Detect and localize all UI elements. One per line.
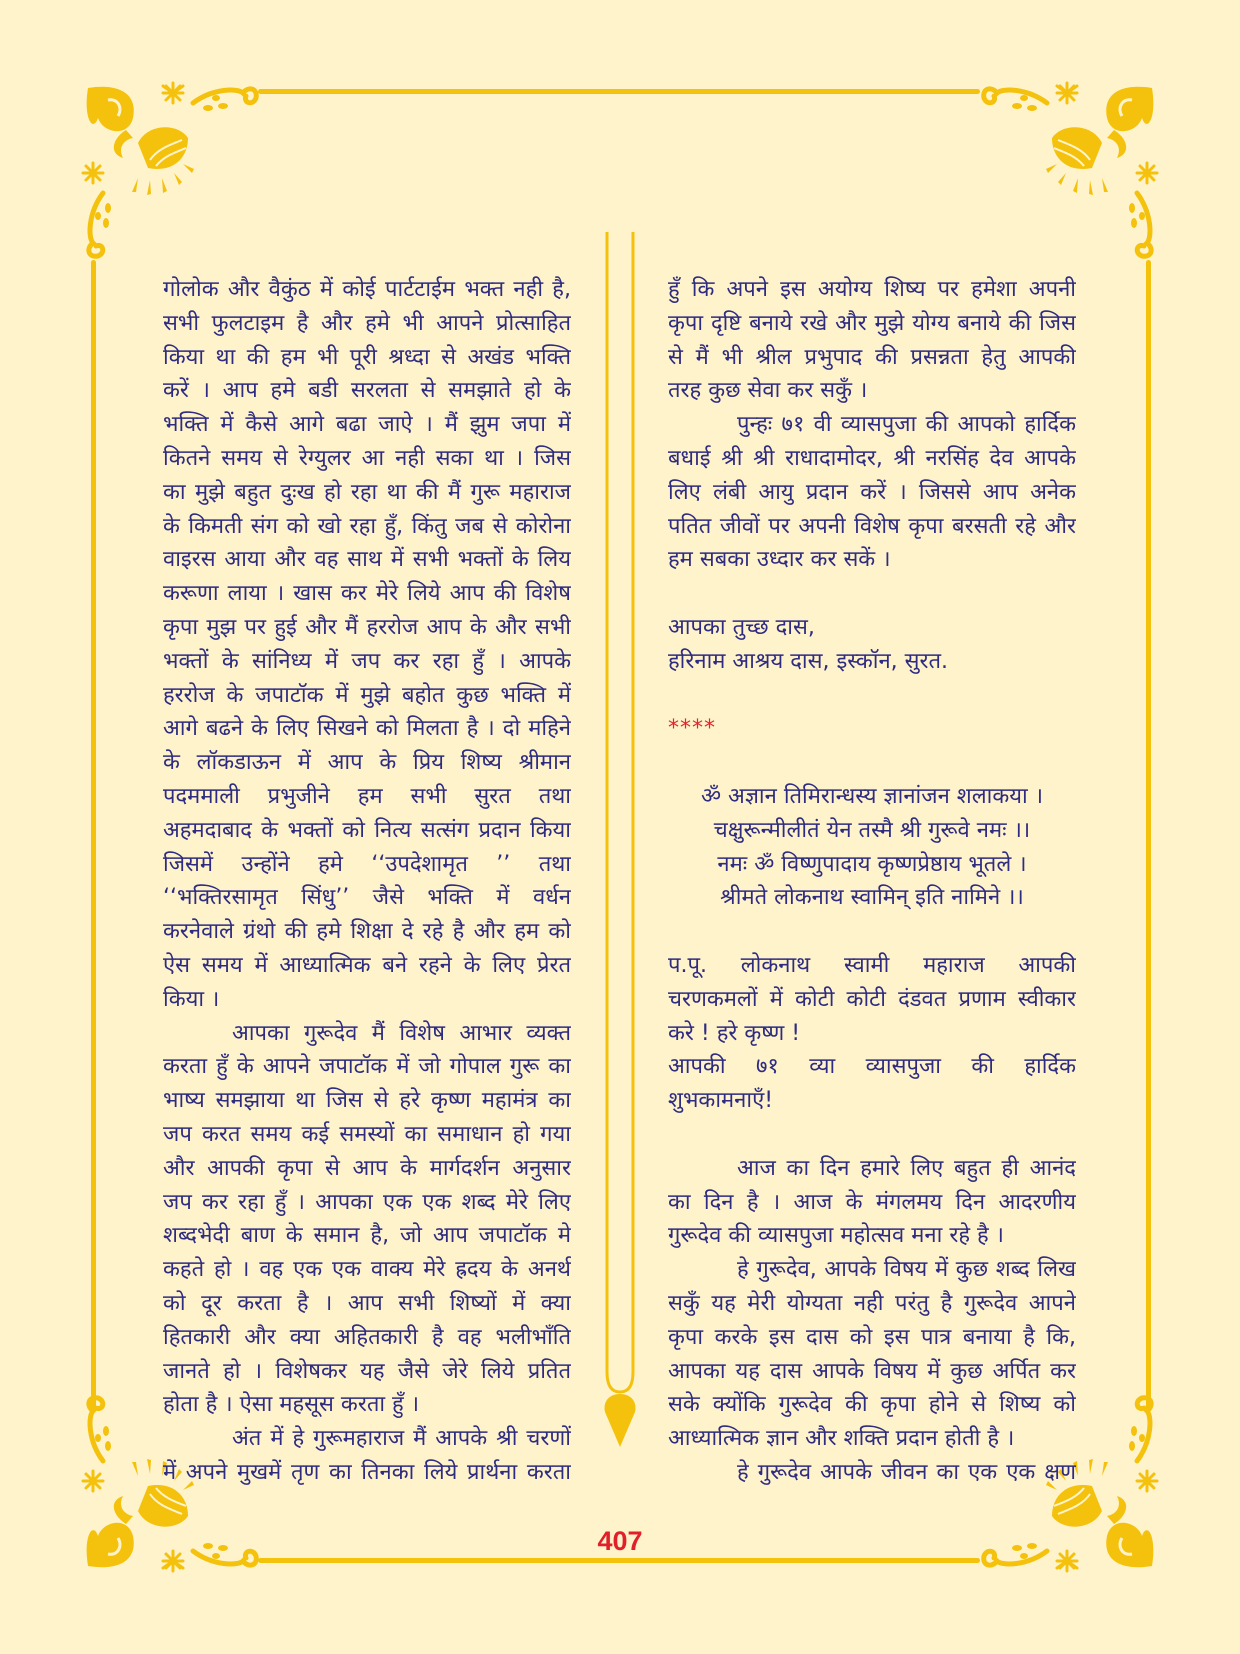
text-line: जिसमें उन्होंने हमे ‘‘उपदेशामृत ’’ तथा — [163, 851, 571, 877]
text-line: में अपने मुखमें तृण का तिनका लिये प्रार्थना करता — [163, 1459, 571, 1485]
text-line: कहते हो । वह एक एक वाक्य मेरे ह्रदय के अनर्थ — [163, 1257, 571, 1283]
paragraph-5 — [668, 1152, 1076, 1253]
text-line: पुन्हः ७१ वी व्यासपुजा की आपको हार्दिक — [737, 412, 1076, 438]
paragraph-3 — [668, 949, 1076, 1050]
text-line: आज का दिन हमारे लिए बहुत ही आनंद — [737, 1155, 1076, 1181]
text-line: प.पू. लोकनाथ स्वामी महाराज आपकी — [668, 952, 1076, 978]
text-line: कृपा मुझ पर हुई और मैं हररोज आप के और सभी — [163, 614, 571, 640]
paragraph-2 — [668, 408, 1076, 577]
corner-ornament-top-left — [78, 78, 268, 268]
text-line: तरह कुछ सेवा कर सकुँ । — [668, 378, 868, 404]
text-line: को दूर करता है । आप सभी शिष्यों में क्या — [163, 1290, 571, 1316]
text-line: पदममाली प्रभुजीने हम सभी सुरत तथा — [163, 783, 571, 809]
text-line: होता है । ऐसा महसूस करता हुँ । — [163, 1392, 420, 1418]
text-line: भक्ति में कैसे आगे बढा जाऐ । मैं झुम जपा में — [163, 412, 571, 438]
text-line: कितने समय से रेग्युलर आ नही सका था । जिस — [163, 445, 571, 471]
text-line: आपका गुरूदेव मैं विशेष आभार व्यक्त — [232, 1020, 571, 1046]
text-line: हे गुरूदेव, आपके विषय में कुछ शब्द लिख — [737, 1257, 1076, 1283]
text-line: बधाई श्री श्री राधादामोदर, श्री नरसिंह देव आपके — [668, 445, 1076, 471]
text-line: किया था की हम भी पूरी श्रध्दा से अखंड भक्ति — [163, 344, 571, 370]
text-line: भाष्य समझाया था जिस से हरे कृष्ण महामंत्र का — [163, 1088, 571, 1114]
text-line: करता हुँ के आपने जपाटॉक में जो गोपाल गुरू का — [163, 1054, 571, 1080]
tilak-divider — [595, 232, 645, 1452]
text-line: वाइरस आया और वह साथ में सभी भक्तों के लिय — [163, 547, 571, 573]
text-line: के लॉकडाऊन में आप के प्रिय शिष्य श्रीमान — [163, 750, 571, 776]
text-line: गुरूदेव की व्यासपुजा महोत्सव मना रहे है । — [668, 1223, 1005, 1249]
text-line: आध्यात्मिक ज्ञान और शक्ति प्रदान होती है । — [668, 1426, 1015, 1452]
paragraph-2 — [163, 1017, 571, 1423]
paragraph-7 — [668, 1456, 1076, 1490]
text-line: सभी फुलटाइम है और हमे भी आपने प्रोत्साहित — [163, 310, 571, 336]
text-line: किया । — [163, 986, 220, 1012]
text-line: हितकारी और क्या अहितकारी है वह भलीभाँति — [163, 1324, 571, 1350]
signature-name: हरिनाम आश्रय दास, इस्कॉन, सुरत. — [668, 648, 949, 674]
border-left-line — [91, 260, 96, 1410]
text-line: से मैं भी श्रील प्रभुपाद की प्रसन्नता हेतु आपकी — [668, 344, 1076, 370]
text-line: हुँ कि अपने इस अयोग्य शिष्य पर हमेशा अपनी — [668, 277, 1076, 302]
signature — [668, 611, 1076, 679]
right-column — [668, 273, 1076, 1490]
text-line: और आपकी कृपा से आप के मार्गदर्शन अनुसार — [163, 1155, 571, 1181]
text-line: पतित जीवों पर अपनी विशेष कृपा बरसती रहे और — [668, 513, 1076, 539]
text-line: करे ! हरे कृष्ण ! — [668, 1020, 801, 1046]
text-line: जानते हो । विशेषकर यह जैसे जेरे लिये प्रतित — [163, 1358, 571, 1384]
text-line: आपकी ७१ व्या व्यासपुजा की हार्दिक — [668, 1054, 1076, 1080]
border-bottom-line — [258, 1558, 980, 1563]
tilak-drop-icon — [605, 1394, 636, 1447]
text-line: अंत में हे गुरूमहाराज मैं आपके श्री चरणों — [232, 1426, 571, 1452]
left-column — [163, 273, 571, 1490]
text-line: करूणा लाया । खास कर मेरे लिये आप की विशेष — [163, 581, 571, 607]
text-line: अहमदाबाद के भक्तों को नित्य सत्संग प्रदान किया — [163, 817, 571, 843]
text-line: कृपा करके इस दास को इस पात्र बनाया है कि, — [668, 1324, 1076, 1350]
text-line: करें । आप हमे बडी सरलता से समझाते हो के — [163, 378, 571, 404]
verse-line: ॐ अज्ञान तिमिरान्धस्य ज्ञानांजन शलाकया । — [700, 783, 1044, 809]
border-right-line — [1146, 260, 1151, 1410]
signature-line: आपका तुच्छ दास, — [668, 614, 815, 640]
paragraph-3 — [163, 1422, 571, 1490]
text-line: लिए लंबी आयु प्रदान करें । जिससे आप अनेक — [668, 479, 1076, 505]
text-line: सके क्योंकि गुरूदेव की कृपा होने से शिष्य को — [668, 1392, 1076, 1418]
text-line: करनेवाले ग्रंथो की हमे शिक्षा दे रहे है और हम को — [163, 919, 571, 945]
text-line: हम सबका उध्दार कर सकें । — [668, 547, 891, 573]
verse-line: श्रीमते लोकनाथ स्वामिन् इति नामिने ।। — [720, 885, 1024, 911]
text-line: भक्तों के सांनिध्य में जप कर रहा हुँ । आपके — [163, 648, 571, 674]
corner-ornament-top-right — [972, 78, 1162, 268]
page-number: 407 — [597, 1526, 643, 1556]
text-line: शुभकामनाएँ! — [668, 1088, 774, 1114]
text-line: जप कर रहा हुँ । आपका एक एक शब्द मेरे लिए — [163, 1189, 571, 1215]
verse-line: नमः ॐ विष्णुपादाय कृष्णप्रेष्ठाय भूतले । — [717, 851, 1027, 877]
text-line: हे गुरूदेव आपके जीवन का एक एक क्षण — [737, 1459, 1076, 1485]
text-line: जप करत समय कई समस्यों का समाधान हो गया — [163, 1121, 571, 1147]
text-line: शब्दभेदी बाण के समान है, जो आप जपाटॉक मे — [163, 1223, 571, 1249]
text-line: ऐस समय में आध्यात्मिक बने रहने के लिए प्रेरत — [163, 952, 571, 978]
text-line: सकुँ यह मेरी योग्यता नही परंतु है गुरूदेव आपने — [668, 1290, 1076, 1316]
text-line: का दिन है । आज के मंगलमय दिन आदरणीय — [668, 1189, 1076, 1215]
paragraph-1 — [668, 273, 1076, 408]
verse — [668, 780, 1076, 915]
paragraph-4 — [668, 1050, 1076, 1118]
text-line: का मुझे बहुत दुःख हो रहा था की मैं गुरू महाराज — [163, 479, 571, 505]
text-line: चरणकमलों में कोटी कोटी दंडवत प्रणाम स्वीकार — [668, 986, 1076, 1012]
separator-stars: **** — [668, 716, 716, 742]
text-line: के किमती संग को खो रहा हुँ, किंतु जब से कोरोना — [163, 513, 571, 539]
text-line: आगे बढने के लिए सिखने को मिलता है । दो महिने — [163, 716, 571, 742]
verse-line: चक्षुरून्मीलीतं येन तस्मै श्री गुरूवे नमः ।। — [713, 817, 1031, 843]
border-top-line — [258, 89, 980, 94]
text-line: आपका यह दास आपके विषय में कुछ अर्पित कर — [668, 1358, 1076, 1384]
text-line: हररोज के जपाटॉक में मुझे बहोत कुछ भक्ति में — [163, 682, 571, 708]
paragraph-1 — [163, 273, 571, 1017]
text-line: ‘‘भक्तिरसामृत सिंधु’’ जैसे भक्ति में वर्धन — [163, 885, 571, 911]
text-line: गोलोक और वैकुंठ में कोई पार्टटाईम भक्त नही है, — [163, 277, 571, 302]
paragraph-6 — [668, 1253, 1076, 1456]
text-line: कृपा दृष्टि बनाये रखे और मुझे योग्य बनाये की जिस — [668, 310, 1076, 336]
